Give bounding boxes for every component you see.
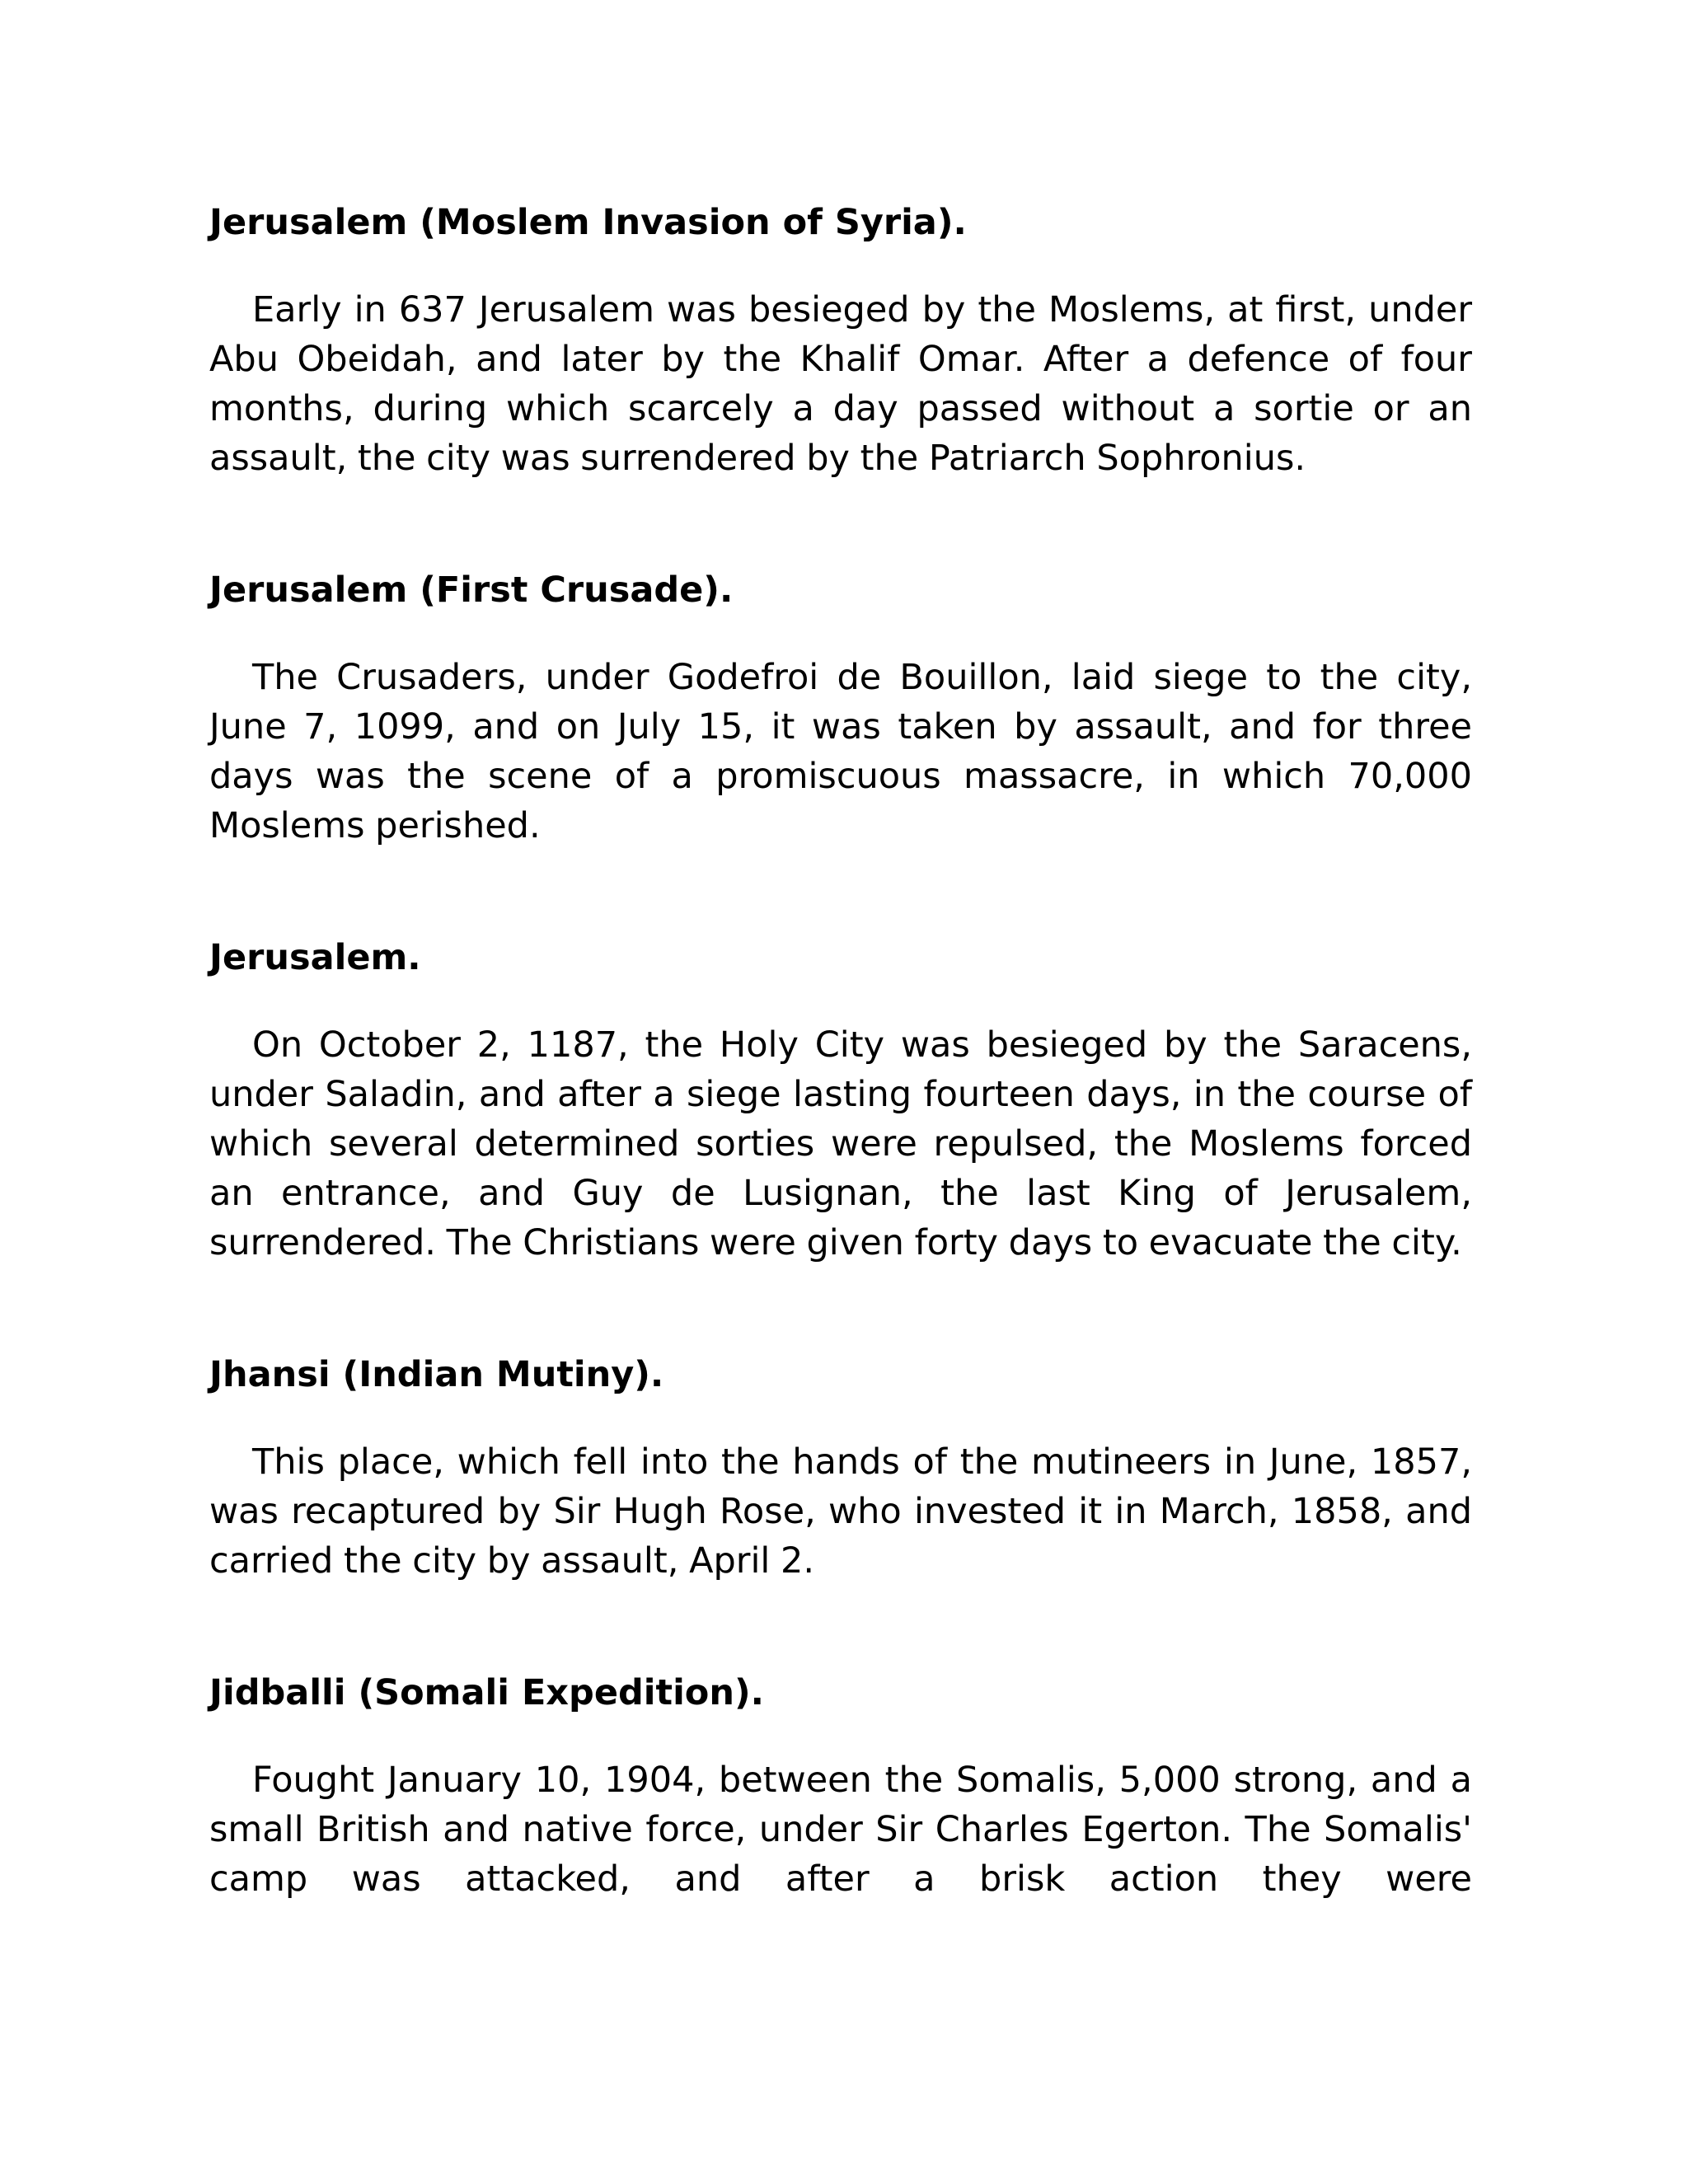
entry-title: Jidballi (Somali Expedition). (209, 1672, 764, 1713)
entry-jerusalem-first-crusade (209, 565, 1472, 851)
entry-body: This place, which fell into the hands of the mutineers in June, 1857, was recaptured by Sir Hugh Rose, who invested it in March, 1858, and carried the city by assault, April 2. (209, 1441, 1472, 1582)
entry-jhansi (209, 1350, 1472, 1586)
entry-title: Jhansi (Indian Mutiny). (209, 1354, 664, 1395)
entry-body: On October 2, 1187, the Holy City was besieged by the Saracens, under Saladin, and after a siege lasting fourteen days, in the course of which several determined sorties were repulsed, the Moslems forced an entrance, and Guy de Lusignan, the last King of Jerusalem, surrendered. The Christians were given forty days to evacuate the city. (209, 1024, 1472, 1263)
entry-jerusalem-saladin (209, 933, 1472, 1268)
entry-body: Fought January 10, 1904, between the Somalis, 5,000 strong, and a small British and native force, under Sir Charles Egerton. The Somalis' camp was attacked, and after a brisk action they were (209, 1760, 1472, 1900)
entry-jidballi (209, 1668, 1472, 1904)
document-page (209, 198, 1472, 1986)
entry-jerusalem-moslem-invasion (209, 198, 1472, 483)
entry-title: Jerusalem (Moslem Invasion of Syria). (209, 202, 967, 243)
entry-body: The Crusaders, under Godefroi de Bouillon, laid siege to the city, June 7, 1099, and on July 15, it was taken by assault, and for three days was the scene of a promiscuous massacre, in which 70,000 Moslems perished. (209, 657, 1472, 846)
entry-title: Jerusalem (First Crusade). (209, 569, 734, 611)
entry-title: Jerusalem. (209, 937, 421, 978)
entry-body: Early in 637 Jerusalem was besieged by the Moslems, at first, under Abu Obeidah, and later by the Khalif Omar. After a defence of four months, during which scarcely a day passed without a sortie or an assault, the city was surrendered by the Patriarch Sophronius. (209, 289, 1472, 479)
